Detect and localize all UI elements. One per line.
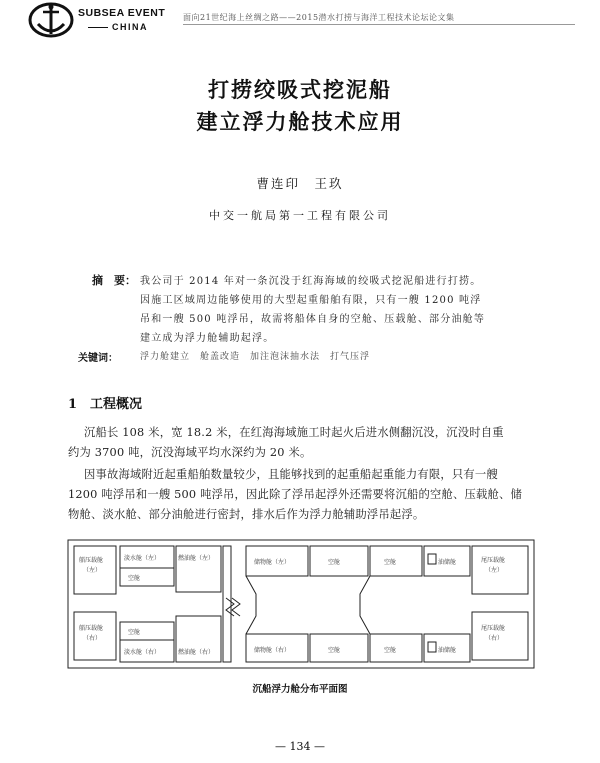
equipment-mark: [428, 554, 436, 564]
abstract-line: 建立成为浮力舱辅助起浮。: [140, 333, 275, 344]
label-fuel-top: 燃油舱（左）: [178, 555, 215, 562]
header-divider: [183, 24, 575, 25]
abstract-label: 摘 要：: [92, 274, 136, 287]
equipment-mark: [428, 642, 436, 652]
abstract-line: 因施工区域周边能够使用的大型起重船舶有限，只有一艘 1200 吨浮: [140, 295, 482, 306]
label-mid-top: 空舱: [328, 559, 341, 566]
article-title-line-2: 建立浮力舱技术应用: [196, 109, 404, 134]
label-bot-left-ballast: 艏压载舱: [79, 625, 104, 632]
paragraph-line: 因事故海域附近起重船舶数量较少，且能够找到的起重船起重能力有限，只有一艘: [84, 468, 498, 481]
label-empty: 空舱: [128, 575, 141, 582]
section-heading: 1 工程概况: [68, 397, 143, 412]
label-mid-bot: 空舱: [328, 647, 341, 654]
brand-subtitle: CHINA: [84, 22, 148, 32]
brand-name: SUBSEA EVENT: [78, 7, 166, 19]
keywords-label: 关键词：: [78, 353, 118, 364]
figure-caption: 沉船浮力舱分布平面图: [252, 684, 348, 695]
paragraph-line: 1200 吨浮吊和一艘 500 吨浮吊，因此除了浮吊起浮外还需要将沉船的空舱、压载舱、储: [68, 488, 522, 501]
label-top-left-ballast: 艏压载舱: [79, 557, 104, 564]
keywords: 浮力舱建立 舱盖改造 加注泡沫抽水法 打气压浮: [140, 352, 371, 362]
label-fw-bot: 淡水舱（右）: [124, 649, 161, 656]
buoyancy-compartment-diagram: [66, 538, 536, 672]
label-stern-top: 尾压载舱: [481, 557, 506, 564]
label-bot-left-ballast-side: （右）: [83, 635, 102, 642]
anchor-logo-icon: [28, 2, 74, 38]
break-mark: [226, 598, 234, 616]
ladder-well: [360, 576, 370, 634]
label-hold-top: 空舱: [384, 559, 397, 566]
label-pump-top: 油储舱: [438, 559, 457, 566]
paragraph-line: 沉船长 108 米，宽 18.2 米，在红海海域施工时起火后进水侧翻沉没，沉没时自重: [84, 426, 504, 439]
page-number: — 134 —: [275, 740, 325, 753]
paragraph-line: 约为 3700 吨，沉没海域平均水深约为 20 米。: [68, 446, 312, 459]
label-fw-top: 淡水舱（左）: [124, 555, 161, 562]
break-mark: [232, 598, 240, 616]
paragraph-line: 物舱、淡水舱、部分油舱进行密封，排水后作为浮力舱辅助浮吊起浮。: [68, 508, 425, 521]
label-storage-bot: 储物舱（右）: [254, 647, 291, 654]
label-empty2: 空舱: [128, 629, 141, 636]
label-stern-top-side: （左）: [485, 567, 504, 574]
label-hold-bot: 空舱: [384, 647, 397, 654]
running-title: 面向21世纪海上丝绸之路——2015潜水打捞与海洋工程技术论坛论文集: [183, 13, 455, 22]
label-stern-bot: 尾压载舱: [481, 625, 506, 632]
ladder-well: [246, 576, 256, 634]
label-top-left-ballast-side: （左）: [83, 567, 102, 574]
authors: 曹连印 王玖: [256, 176, 344, 191]
abstract-line: 我公司于 2014 年对一条沉没于红海海域的绞吸式挖泥船进行打捞。: [140, 276, 482, 287]
label-storage-top: 储物舱（左）: [254, 559, 291, 566]
label-pump-bot: 油储舱: [438, 647, 457, 654]
affiliation: 中交一航局第一工程有限公司: [209, 209, 391, 222]
compartment-box: [176, 546, 221, 592]
label-stern-bot-side: （右）: [485, 635, 504, 642]
abstract-line: 吊和一艘 500 吨浮吊，故需将船体自身的空舱、压载舱、部分油舱等: [140, 314, 486, 325]
article-title-line-1: 打捞绞吸式挖泥船: [208, 77, 392, 102]
compartment-box: [223, 546, 231, 662]
label-fuel-bot: 燃油舱（右）: [178, 649, 215, 656]
